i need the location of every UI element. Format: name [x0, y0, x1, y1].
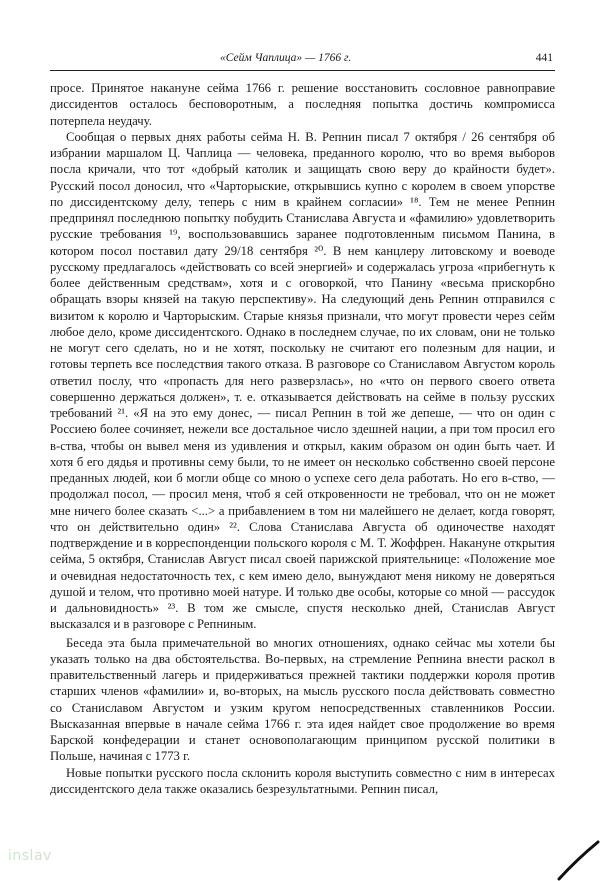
pen-stroke-mark: [555, 838, 600, 881]
body-text: [50, 80, 555, 797]
running-title: «Сейм Чаплица» — 1766 г.: [220, 52, 352, 64]
page-number: 441: [535, 52, 553, 64]
paragraph-continuation: просе. Принятое накануне сейма 1766 г. решение восстановить сословное равноправие диссидентов осталось бесповоротным, а последняя попытка достичь компромисса потерпела неудачу.: [50, 81, 555, 128]
watermark: inslav: [8, 848, 52, 864]
paragraph-new-attempts: Новые попытки русского посла склонить короля выступить совместно с ним в интересах диссидентского дела также оказались безрезультатными. Репнин писал,: [50, 765, 555, 796]
paragraph-conversation: Беседа эта была примечательной во многих отношениях, однако сейчас мы хотели бы указать только на два обстоятельства. Во-первых, на стремление Репнина внести раскол в правительственный лагерь и придерживаться прежней тактики поддержки короля против старших членов «фамилии» и, во-вторых, на мысль русского посла действовать совместно со Станиславом Августом и узким кругом непосредственных ставленников России. Высказанная впервые в начале сейма 1766 г. эта идея найдет свое продолжение во время Барской конфедерации и станет основополагающим принципом русской политики в Польше, начиная с 1773 г.: [50, 635, 555, 764]
running-head: [50, 50, 555, 71]
paragraph-repnin-report: Сообщая о первых днях работы сейма Н. В. Репнин писал 7 октября / 26 сентября об избрании маршалом Ц. Чаплица — человека, преданного королю, что во время выборов посла кричали, что тот «добрый католик и защищать свою веру до крайности будет». Русский посол доносил, что «Чарторыские, открывшись купно с королем в своем упорстве по диссидентскому делу, теперь с ним в крайнем согласии» ¹⁸. Тем не менее Репнин предпринял последнюю попытку побудить Станислава Августа и «фамилию» удовлетворить русские требования ¹⁹, воспользовавшись заранее подготовленным письмом Панина, в котором посол поставил дату 29/18 сентября ²⁰. В нем канцлеру литовскому и воеводе русскому предлагалось «действовать со всей энергией» и содержалась угроза «прибегнуть к более действенным средствам», хотя и с оговоркой, что Панину «весьма прискорбно обращать взоры князей на такую перспективу». На следующий день Репнин отправился с визитом к королю и Чарторыским. Старые князья признали, что могут провести через сейм любое дело, кроме диссидентского. Однако в последнем случае, по их словам, они не только не могут сего сделать, но и не хотят, поскольку не считают его полезным для нации, и готовы терпеть все последствия такого отказа. В разговоре со Станиславом Августом король ответил послу, что «пропасть для него разверзлась», но «что он первого своего ответа совершенно держаться должен», т. е. отказывается действовать на сейме в пользу русских требований ²¹. «Я на это ему донес, — писал Репнин в той же депеше, — что он один с Россиею более сочиняет, нежели все достальное число здешней нации, а при том просил его в-ства, чтобы он вывел меня из удивления и открыл, каким образом он один быть чает. И хотя б его дядья и противны сему были, то не имеет он несколько собственно своей персоне преданных людей, кои б могли обще со мною о успехе сего дела работать. Но его в-ство, — продолжал посол, — просил меня, чтоб я сей откровенности не требовал, что он не может мне ничего более сказать <...> а прибавлением в том ни малейшего не делает, когда говорят, что он действительно один» ²². Слова Станислава Августа об одиночестве находят подтверждение и в корреспонденции польского короля с М. Т. Жоффрен. Накануне открытия сейма, 5 октября, Станислав Август писал своей парижской приятельнице: «Положение мое и очевидная недостаточность тех, с кем имею дело, вынуждают меня никому не доверяться душой и телом, что противно моей натуре. И только две особы, которые со мной — рассудок и дальновидность» ²³. В том же смысле, спустя несколько дней, Станислав Август высказался и в разговоре с Репниным.: [50, 129, 555, 632]
